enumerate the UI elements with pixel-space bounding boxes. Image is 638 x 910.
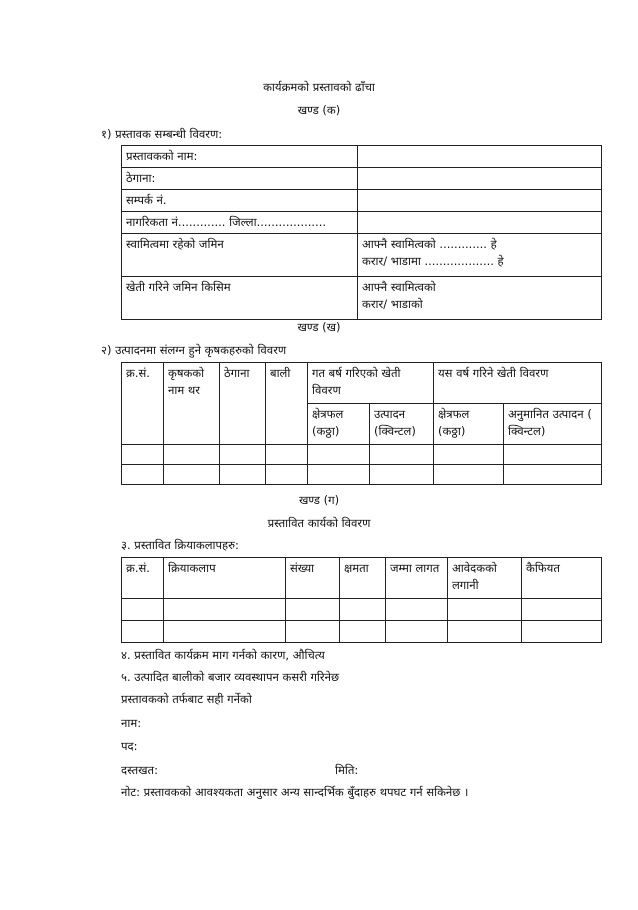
col-header-applicant-investment: आवेदकको लगानी (448, 558, 522, 599)
item-5: ५. उत्पादित बालीको बजार व्यवस्थापन कसरी गरिनेछ (121, 670, 340, 684)
table-cell[interactable] (386, 599, 448, 621)
table-cell[interactable] (434, 445, 504, 465)
table-cell[interactable] (522, 621, 602, 643)
col-header-address: ठेगाना (220, 363, 266, 445)
table-cell[interactable] (340, 621, 386, 643)
field-value-land[interactable] (358, 234, 602, 277)
table-cell[interactable] (122, 599, 164, 621)
table-row (122, 465, 602, 485)
col-header-farmer-name: कृषकको नाम थर (164, 363, 220, 445)
table-cell[interactable] (504, 465, 602, 485)
col-header-area-1: क्षेत्रफल (कठ्ठा) (308, 404, 370, 445)
field-label-citizenship: नागरिकता नं............. जिल्ला................... (122, 212, 358, 234)
table-cell[interactable] (448, 621, 522, 643)
farm-lease-line: करार/ भाडाको (362, 297, 423, 311)
table-row (122, 190, 602, 212)
section-2-label: २) उत्पादनमा संलग्न हुने कृषकहरुको विवरण (101, 343, 287, 357)
field-value-name[interactable] (358, 146, 602, 168)
field-label-address: ठेगाना: (122, 168, 358, 190)
signer-label: प्रस्तावकको तर्फबाट सही गर्नेको (121, 692, 252, 706)
part-a-heading: खण्ड (क) (297, 103, 341, 117)
col-header-activity: क्रियाकलाप (164, 558, 286, 599)
field-value-address[interactable] (358, 168, 602, 190)
table-row (122, 168, 602, 190)
field-value-farm[interactable] (358, 277, 602, 320)
field-value-citizenship[interactable] (358, 212, 602, 234)
col-header-sn: क्र.सं. (122, 363, 164, 445)
part-c-subheading: प्रस्तावित कार्यको विवरण (267, 516, 371, 530)
table-cell[interactable] (122, 621, 164, 643)
farmers-table (121, 362, 602, 485)
table-cell[interactable] (164, 599, 286, 621)
field-label-contact: सम्पर्क नं. (122, 190, 358, 212)
col-header-capacity: क्षमता (340, 558, 386, 599)
col-header-production: उत्पादन (क्विन्टल) (370, 404, 434, 445)
col-header-remarks: कैफियत (522, 558, 602, 599)
field-value-contact[interactable] (358, 190, 602, 212)
field-label-farm: खेती गरिने जमिन किसिम (122, 277, 358, 320)
note: नोट: प्रस्तावकको आवश्यकता अनुसार अन्य सान्दर्भिक बुँदाहरु थपघट गर्न सकिनेछ । (121, 785, 469, 799)
table-row (122, 445, 602, 465)
col-header-quantity: संख्या (286, 558, 340, 599)
col-header-est-production: अनुमानित उत्पादन ( क्विन्टल) (504, 404, 602, 445)
activities-table (121, 557, 602, 643)
section-1-label: १) प्रस्तावक सम्बन्धी विवरण: (101, 127, 223, 141)
table-header-row (122, 363, 602, 404)
table-cell[interactable] (220, 445, 266, 465)
table-cell[interactable] (434, 465, 504, 485)
table-cell[interactable] (386, 621, 448, 643)
table-header-row (122, 558, 602, 599)
table-cell[interactable] (370, 445, 434, 465)
table-cell[interactable] (504, 445, 602, 465)
table-cell[interactable] (522, 599, 602, 621)
col-header-last-year: गत बर्ष गरिएको खेती विवरण (308, 363, 434, 404)
table-row (122, 234, 602, 277)
farm-own-line: आफ्नै स्वामित्वको (362, 280, 436, 294)
table-row (122, 277, 602, 320)
name-label: नाम: (121, 716, 142, 730)
land-own-line: आफ्नै स्वामित्वको ............. हे (362, 237, 497, 251)
table-row (122, 212, 602, 234)
table-cell[interactable] (286, 599, 340, 621)
field-label-land: स्वामित्वमा रहेको जमिन (122, 234, 358, 277)
table-cell[interactable] (220, 465, 266, 485)
table-row (122, 599, 602, 621)
part-c-heading: खण्ड (ग) (298, 493, 340, 507)
land-lease-line: करार/ भाडामा ................... हे (362, 254, 504, 268)
table-cell[interactable] (164, 621, 286, 643)
page-title: कार्यक्रमको प्रस्तावको ढाँचा (263, 80, 375, 94)
table-cell[interactable] (308, 445, 370, 465)
table-cell[interactable] (448, 599, 522, 621)
col-header-area-2: क्षेत्रफल (कठ्ठा) (434, 404, 504, 445)
table-cell[interactable] (164, 465, 220, 485)
table-row (122, 621, 602, 643)
table-cell[interactable] (122, 445, 164, 465)
col-header-total-cost: जम्मा लागत (386, 558, 448, 599)
table-row (122, 146, 602, 168)
field-label-name: प्रस्तावकको नाम: (122, 146, 358, 168)
table-cell[interactable] (370, 465, 434, 485)
table-cell[interactable] (164, 445, 220, 465)
table-cell[interactable] (308, 465, 370, 485)
table-cell[interactable] (266, 445, 308, 465)
item-4: ४. प्रस्तावित कार्यक्रम माग गर्नको कारण, औचित्य (121, 648, 325, 662)
part-b-heading: खण्ड (ख) (297, 320, 341, 334)
section-3-label: ३. प्रस्तावित क्रियाकलापहरु: (121, 538, 239, 552)
table-cell[interactable] (286, 621, 340, 643)
table-cell[interactable] (266, 465, 308, 485)
col-header-sn: क्र.सं. (122, 558, 164, 599)
col-header-this-year: यस वर्ष गरिने खेती विवरण (434, 363, 602, 404)
table-cell[interactable] (122, 465, 164, 485)
proposer-details-table (121, 145, 602, 320)
post-label: पद: (121, 739, 138, 753)
date-label: मिति: (335, 763, 359, 777)
col-header-crop: बाली (266, 363, 308, 445)
signature-label: दस्तखत: (121, 763, 158, 777)
table-cell[interactable] (340, 599, 386, 621)
